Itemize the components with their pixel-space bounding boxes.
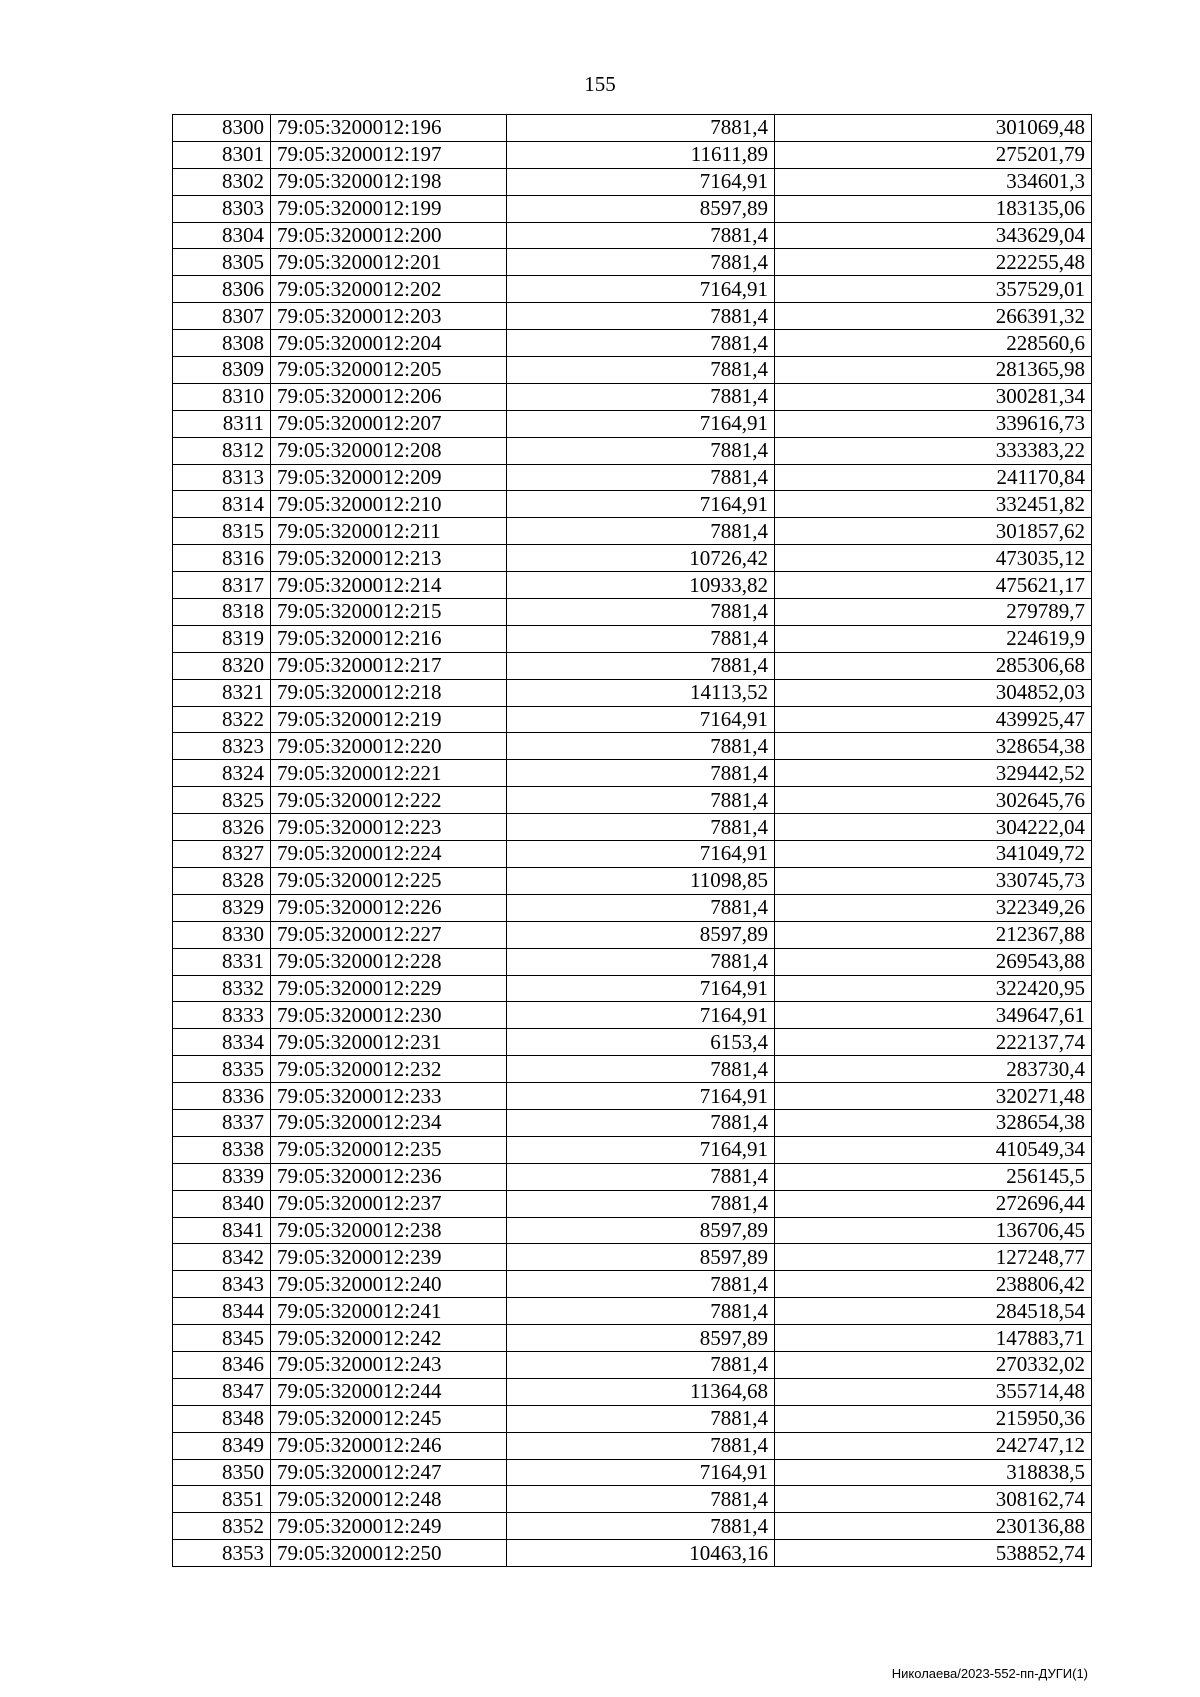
table-row xyxy=(173,733,1092,760)
cadastral-number-cell: 79:05:3200012:201 xyxy=(271,249,507,276)
row-number-cell: 8328 xyxy=(173,867,271,894)
table-row xyxy=(173,383,1092,410)
area-value-cell: 7881,4 xyxy=(507,1163,775,1190)
cadastral-number-cell: 79:05:3200012:243 xyxy=(271,1351,507,1378)
cost-value-cell: 279789,7 xyxy=(775,599,1092,626)
area-value-cell: 7881,4 xyxy=(507,625,775,652)
cost-value-cell: 304222,04 xyxy=(775,814,1092,841)
cost-value-cell: 341049,72 xyxy=(775,841,1092,868)
table-row xyxy=(173,841,1092,868)
row-number-cell: 8315 xyxy=(173,518,271,545)
cadastral-number-cell: 79:05:3200012:233 xyxy=(271,1083,507,1110)
cadastral-number-cell: 79:05:3200012:242 xyxy=(271,1325,507,1352)
table-body xyxy=(173,115,1092,1567)
row-number-cell: 8336 xyxy=(173,1083,271,1110)
cadastral-number-cell: 79:05:3200012:247 xyxy=(271,1459,507,1486)
cost-value-cell: 328654,38 xyxy=(775,733,1092,760)
area-value-cell: 8597,89 xyxy=(507,1217,775,1244)
cadastral-number-cell: 79:05:3200012:204 xyxy=(271,330,507,357)
table-row xyxy=(173,625,1092,652)
cadastral-number-cell: 79:05:3200012:239 xyxy=(271,1244,507,1271)
cadastral-number-cell: 79:05:3200012:223 xyxy=(271,814,507,841)
row-number-cell: 8349 xyxy=(173,1432,271,1459)
cost-value-cell: 147883,71 xyxy=(775,1325,1092,1352)
row-number-cell: 8340 xyxy=(173,1190,271,1217)
cost-value-cell: 322420,95 xyxy=(775,975,1092,1002)
row-number-cell: 8318 xyxy=(173,599,271,626)
table-row xyxy=(173,787,1092,814)
area-value-cell: 7881,4 xyxy=(507,1298,775,1325)
table-row xyxy=(173,1029,1092,1056)
cost-value-cell: 355714,48 xyxy=(775,1378,1092,1405)
cadastral-number-cell: 79:05:3200012:248 xyxy=(271,1486,507,1513)
cost-value-cell: 328654,38 xyxy=(775,1109,1092,1136)
area-value-cell: 7881,4 xyxy=(507,948,775,975)
table-row xyxy=(173,195,1092,222)
area-value-cell: 7881,4 xyxy=(507,330,775,357)
table-row xyxy=(173,222,1092,249)
area-value-cell: 7164,91 xyxy=(507,706,775,733)
table-row xyxy=(173,894,1092,921)
table-row xyxy=(173,303,1092,330)
table-row xyxy=(173,437,1092,464)
row-number-cell: 8332 xyxy=(173,975,271,1002)
row-number-cell: 8333 xyxy=(173,1002,271,1029)
area-value-cell: 7164,91 xyxy=(507,276,775,303)
cost-value-cell: 475621,17 xyxy=(775,572,1092,599)
table-row xyxy=(173,1325,1092,1352)
row-number-cell: 8319 xyxy=(173,625,271,652)
table-row xyxy=(173,1459,1092,1486)
table-row xyxy=(173,141,1092,168)
cost-value-cell: 283730,4 xyxy=(775,1056,1092,1083)
table-row xyxy=(173,1486,1092,1513)
row-number-cell: 8338 xyxy=(173,1136,271,1163)
area-value-cell: 8597,89 xyxy=(507,1325,775,1352)
cadastral-number-cell: 79:05:3200012:214 xyxy=(271,572,507,599)
cost-value-cell: 304852,03 xyxy=(775,679,1092,706)
cost-value-cell: 357529,01 xyxy=(775,276,1092,303)
table-row xyxy=(173,1271,1092,1298)
cost-value-cell: 284518,54 xyxy=(775,1298,1092,1325)
table-row xyxy=(173,679,1092,706)
table-row xyxy=(173,1244,1092,1271)
table-row xyxy=(173,1056,1092,1083)
row-number-cell: 8344 xyxy=(173,1298,271,1325)
table-row xyxy=(173,330,1092,357)
row-number-cell: 8309 xyxy=(173,357,271,384)
footer-reference: Николаева/2023-552-пп-ДУГИ(1) xyxy=(891,1666,1088,1681)
cadastral-number-cell: 79:05:3200012:250 xyxy=(271,1540,507,1567)
area-value-cell: 7164,91 xyxy=(507,491,775,518)
cadastral-number-cell: 79:05:3200012:203 xyxy=(271,303,507,330)
cadastral-number-cell: 79:05:3200012:245 xyxy=(271,1405,507,1432)
cadastral-number-cell: 79:05:3200012:232 xyxy=(271,1056,507,1083)
area-value-cell: 11611,89 xyxy=(507,141,775,168)
area-value-cell: 10933,82 xyxy=(507,572,775,599)
area-value-cell: 7881,4 xyxy=(507,1432,775,1459)
row-number-cell: 8335 xyxy=(173,1056,271,1083)
table-row xyxy=(173,518,1092,545)
table-row xyxy=(173,410,1092,437)
table-row xyxy=(173,975,1092,1002)
area-value-cell: 7881,4 xyxy=(507,1351,775,1378)
cost-value-cell: 272696,44 xyxy=(775,1190,1092,1217)
area-value-cell: 7881,4 xyxy=(507,1190,775,1217)
cadastral-number-cell: 79:05:3200012:198 xyxy=(271,168,507,195)
table-row xyxy=(173,1109,1092,1136)
cadastral-number-cell: 79:05:3200012:213 xyxy=(271,545,507,572)
table-row xyxy=(173,491,1092,518)
cadastral-number-cell: 79:05:3200012:226 xyxy=(271,894,507,921)
table-row xyxy=(173,1351,1092,1378)
cost-value-cell: 127248,77 xyxy=(775,1244,1092,1271)
cadastral-number-cell: 79:05:3200012:235 xyxy=(271,1136,507,1163)
table-row xyxy=(173,1298,1092,1325)
table-row xyxy=(173,357,1092,384)
table-row xyxy=(173,1190,1092,1217)
cadastral-number-cell: 79:05:3200012:225 xyxy=(271,867,507,894)
area-value-cell: 10463,16 xyxy=(507,1540,775,1567)
cost-value-cell: 318838,5 xyxy=(775,1459,1092,1486)
cost-value-cell: 349647,61 xyxy=(775,1002,1092,1029)
cost-value-cell: 215950,36 xyxy=(775,1405,1092,1432)
cost-value-cell: 136706,45 xyxy=(775,1217,1092,1244)
cadastral-number-cell: 79:05:3200012:220 xyxy=(271,733,507,760)
row-number-cell: 8301 xyxy=(173,141,271,168)
table-row xyxy=(173,1405,1092,1432)
cost-value-cell: 241170,84 xyxy=(775,464,1092,491)
row-number-cell: 8302 xyxy=(173,168,271,195)
cadastral-number-cell: 79:05:3200012:206 xyxy=(271,383,507,410)
cost-value-cell: 281365,98 xyxy=(775,357,1092,384)
cost-value-cell: 320271,48 xyxy=(775,1083,1092,1110)
row-number-cell: 8311 xyxy=(173,410,271,437)
table-row xyxy=(173,948,1092,975)
row-number-cell: 8329 xyxy=(173,894,271,921)
area-value-cell: 7881,4 xyxy=(507,814,775,841)
row-number-cell: 8334 xyxy=(173,1029,271,1056)
area-value-cell: 7164,91 xyxy=(507,410,775,437)
area-value-cell: 8597,89 xyxy=(507,921,775,948)
cost-value-cell: 302645,76 xyxy=(775,787,1092,814)
area-value-cell: 7164,91 xyxy=(507,1083,775,1110)
cost-value-cell: 308162,74 xyxy=(775,1486,1092,1513)
cadastral-number-cell: 79:05:3200012:202 xyxy=(271,276,507,303)
cadastral-number-cell: 79:05:3200012:228 xyxy=(271,948,507,975)
area-value-cell: 7164,91 xyxy=(507,1459,775,1486)
cadastral-number-cell: 79:05:3200012:200 xyxy=(271,222,507,249)
cost-value-cell: 224619,9 xyxy=(775,625,1092,652)
row-number-cell: 8320 xyxy=(173,652,271,679)
row-number-cell: 8310 xyxy=(173,383,271,410)
row-number-cell: 8312 xyxy=(173,437,271,464)
table-row xyxy=(173,706,1092,733)
area-value-cell: 7164,91 xyxy=(507,1002,775,1029)
cost-value-cell: 439925,47 xyxy=(775,706,1092,733)
cost-value-cell: 242747,12 xyxy=(775,1432,1092,1459)
area-value-cell: 7881,4 xyxy=(507,599,775,626)
table-row xyxy=(173,572,1092,599)
page-number: 155 xyxy=(584,72,616,96)
cost-value-cell: 183135,06 xyxy=(775,195,1092,222)
table-row xyxy=(173,249,1092,276)
cadastral-number-cell: 79:05:3200012:219 xyxy=(271,706,507,733)
area-value-cell: 7881,4 xyxy=(507,733,775,760)
area-value-cell: 7881,4 xyxy=(507,357,775,384)
cadastral-number-cell: 79:05:3200012:229 xyxy=(271,975,507,1002)
table-row xyxy=(173,276,1092,303)
row-number-cell: 8330 xyxy=(173,921,271,948)
row-number-cell: 8327 xyxy=(173,841,271,868)
row-number-cell: 8326 xyxy=(173,814,271,841)
area-value-cell: 7881,4 xyxy=(507,249,775,276)
row-number-cell: 8321 xyxy=(173,679,271,706)
table-row xyxy=(173,168,1092,195)
cost-value-cell: 330745,73 xyxy=(775,867,1092,894)
area-value-cell: 11364,68 xyxy=(507,1378,775,1405)
row-number-cell: 8323 xyxy=(173,733,271,760)
table-row xyxy=(173,115,1092,142)
cost-value-cell: 301857,62 xyxy=(775,518,1092,545)
cost-value-cell: 269543,88 xyxy=(775,948,1092,975)
row-number-cell: 8343 xyxy=(173,1271,271,1298)
area-value-cell: 7881,4 xyxy=(507,787,775,814)
cadastral-number-cell: 79:05:3200012:218 xyxy=(271,679,507,706)
cost-value-cell: 332451,82 xyxy=(775,491,1092,518)
table-row xyxy=(173,921,1092,948)
area-value-cell: 8597,89 xyxy=(507,195,775,222)
cadastral-number-cell: 79:05:3200012:215 xyxy=(271,599,507,626)
row-number-cell: 8306 xyxy=(173,276,271,303)
row-number-cell: 8337 xyxy=(173,1109,271,1136)
row-number-cell: 8347 xyxy=(173,1378,271,1405)
cadastral-number-cell: 79:05:3200012:222 xyxy=(271,787,507,814)
table-row xyxy=(173,652,1092,679)
cost-value-cell: 300281,34 xyxy=(775,383,1092,410)
row-number-cell: 8322 xyxy=(173,706,271,733)
cadastral-number-cell: 79:05:3200012:231 xyxy=(271,1029,507,1056)
table-row xyxy=(173,1136,1092,1163)
table-row xyxy=(173,1432,1092,1459)
cadastral-number-cell: 79:05:3200012:227 xyxy=(271,921,507,948)
area-value-cell: 10726,42 xyxy=(507,545,775,572)
cadastral-number-cell: 79:05:3200012:240 xyxy=(271,1271,507,1298)
cost-value-cell: 333383,22 xyxy=(775,437,1092,464)
cost-value-cell: 329442,52 xyxy=(775,760,1092,787)
row-number-cell: 8339 xyxy=(173,1163,271,1190)
area-value-cell: 7881,4 xyxy=(507,222,775,249)
cost-value-cell: 343629,04 xyxy=(775,222,1092,249)
cost-value-cell: 538852,74 xyxy=(775,1540,1092,1567)
cadastral-number-cell: 79:05:3200012:216 xyxy=(271,625,507,652)
area-value-cell: 14113,52 xyxy=(507,679,775,706)
area-value-cell: 7881,4 xyxy=(507,437,775,464)
area-value-cell: 7881,4 xyxy=(507,894,775,921)
row-number-cell: 8308 xyxy=(173,330,271,357)
cadastral-number-cell: 79:05:3200012:244 xyxy=(271,1378,507,1405)
area-value-cell: 7881,4 xyxy=(507,464,775,491)
area-value-cell: 7164,91 xyxy=(507,168,775,195)
row-number-cell: 8325 xyxy=(173,787,271,814)
cadastral-number-cell: 79:05:3200012:246 xyxy=(271,1432,507,1459)
area-value-cell: 7881,4 xyxy=(507,1513,775,1540)
area-value-cell: 7164,91 xyxy=(507,841,775,868)
cadastral-number-cell: 79:05:3200012:197 xyxy=(271,141,507,168)
table-row xyxy=(173,545,1092,572)
row-number-cell: 8350 xyxy=(173,1459,271,1486)
cost-value-cell: 301069,48 xyxy=(775,115,1092,142)
cost-value-cell: 212367,88 xyxy=(775,921,1092,948)
cadastral-number-cell: 79:05:3200012:249 xyxy=(271,1513,507,1540)
area-value-cell: 7881,4 xyxy=(507,1271,775,1298)
row-number-cell: 8353 xyxy=(173,1540,271,1567)
row-number-cell: 8351 xyxy=(173,1486,271,1513)
table-row xyxy=(173,1163,1092,1190)
area-value-cell: 7881,4 xyxy=(507,1486,775,1513)
cost-value-cell: 256145,5 xyxy=(775,1163,1092,1190)
area-value-cell: 7881,4 xyxy=(507,1056,775,1083)
table-row xyxy=(173,814,1092,841)
cadastral-number-cell: 79:05:3200012:221 xyxy=(271,760,507,787)
area-value-cell: 8597,89 xyxy=(507,1244,775,1271)
cost-value-cell: 230136,88 xyxy=(775,1513,1092,1540)
cost-value-cell: 270332,02 xyxy=(775,1351,1092,1378)
area-value-cell: 7881,4 xyxy=(507,383,775,410)
area-value-cell: 6153,4 xyxy=(507,1029,775,1056)
area-value-cell: 7164,91 xyxy=(507,1136,775,1163)
table-row xyxy=(173,1378,1092,1405)
cadastral-number-cell: 79:05:3200012:196 xyxy=(271,115,507,142)
cadastral-number-cell: 79:05:3200012:230 xyxy=(271,1002,507,1029)
row-number-cell: 8300 xyxy=(173,115,271,142)
cost-value-cell: 275201,79 xyxy=(775,141,1092,168)
cost-value-cell: 228560,6 xyxy=(775,330,1092,357)
row-number-cell: 8346 xyxy=(173,1351,271,1378)
table-row xyxy=(173,1002,1092,1029)
area-value-cell: 7164,91 xyxy=(507,975,775,1002)
cost-value-cell: 322349,26 xyxy=(775,894,1092,921)
row-number-cell: 8313 xyxy=(173,464,271,491)
cadastral-number-cell: 79:05:3200012:205 xyxy=(271,357,507,384)
cost-value-cell: 285306,68 xyxy=(775,652,1092,679)
cadastral-number-cell: 79:05:3200012:238 xyxy=(271,1217,507,1244)
cost-value-cell: 334601,3 xyxy=(775,168,1092,195)
row-number-cell: 8304 xyxy=(173,222,271,249)
table-row xyxy=(173,760,1092,787)
area-value-cell: 7881,4 xyxy=(507,303,775,330)
area-value-cell: 7881,4 xyxy=(507,1405,775,1432)
area-value-cell: 11098,85 xyxy=(507,867,775,894)
cost-value-cell: 339616,73 xyxy=(775,410,1092,437)
area-value-cell: 7881,4 xyxy=(507,652,775,679)
row-number-cell: 8307 xyxy=(173,303,271,330)
row-number-cell: 8316 xyxy=(173,545,271,572)
area-value-cell: 7881,4 xyxy=(507,1109,775,1136)
area-value-cell: 7881,4 xyxy=(507,518,775,545)
table-row xyxy=(173,1513,1092,1540)
row-number-cell: 8341 xyxy=(173,1217,271,1244)
cadastral-number-cell: 79:05:3200012:199 xyxy=(271,195,507,222)
row-number-cell: 8314 xyxy=(173,491,271,518)
cadastral-number-cell: 79:05:3200012:237 xyxy=(271,1190,507,1217)
row-number-cell: 8348 xyxy=(173,1405,271,1432)
cadastral-number-cell: 79:05:3200012:207 xyxy=(271,410,507,437)
table-row xyxy=(173,464,1092,491)
row-number-cell: 8331 xyxy=(173,948,271,975)
row-number-cell: 8317 xyxy=(173,572,271,599)
cost-value-cell: 222137,74 xyxy=(775,1029,1092,1056)
data-table xyxy=(172,114,1092,1567)
row-number-cell: 8324 xyxy=(173,760,271,787)
cost-value-cell: 266391,32 xyxy=(775,303,1092,330)
cost-value-cell: 238806,42 xyxy=(775,1271,1092,1298)
row-number-cell: 8345 xyxy=(173,1325,271,1352)
cost-value-cell: 473035,12 xyxy=(775,545,1092,572)
row-number-cell: 8342 xyxy=(173,1244,271,1271)
cadastral-number-cell: 79:05:3200012:208 xyxy=(271,437,507,464)
cadastral-number-cell: 79:05:3200012:236 xyxy=(271,1163,507,1190)
row-number-cell: 8303 xyxy=(173,195,271,222)
area-value-cell: 7881,4 xyxy=(507,760,775,787)
cadastral-number-cell: 79:05:3200012:211 xyxy=(271,518,507,545)
cadastral-number-cell: 79:05:3200012:234 xyxy=(271,1109,507,1136)
table-row xyxy=(173,599,1092,626)
cadastral-number-cell: 79:05:3200012:217 xyxy=(271,652,507,679)
cadastral-number-cell: 79:05:3200012:209 xyxy=(271,464,507,491)
row-number-cell: 8352 xyxy=(173,1513,271,1540)
cadastral-number-cell: 79:05:3200012:241 xyxy=(271,1298,507,1325)
row-number-cell: 8305 xyxy=(173,249,271,276)
area-value-cell: 7881,4 xyxy=(507,115,775,142)
table-row xyxy=(173,1540,1092,1567)
cost-value-cell: 410549,34 xyxy=(775,1136,1092,1163)
table-row xyxy=(173,1083,1092,1110)
table-row xyxy=(173,867,1092,894)
cadastral-number-cell: 79:05:3200012:210 xyxy=(271,491,507,518)
table-row xyxy=(173,1217,1092,1244)
cost-value-cell: 222255,48 xyxy=(775,249,1092,276)
cadastral-number-cell: 79:05:3200012:224 xyxy=(271,841,507,868)
